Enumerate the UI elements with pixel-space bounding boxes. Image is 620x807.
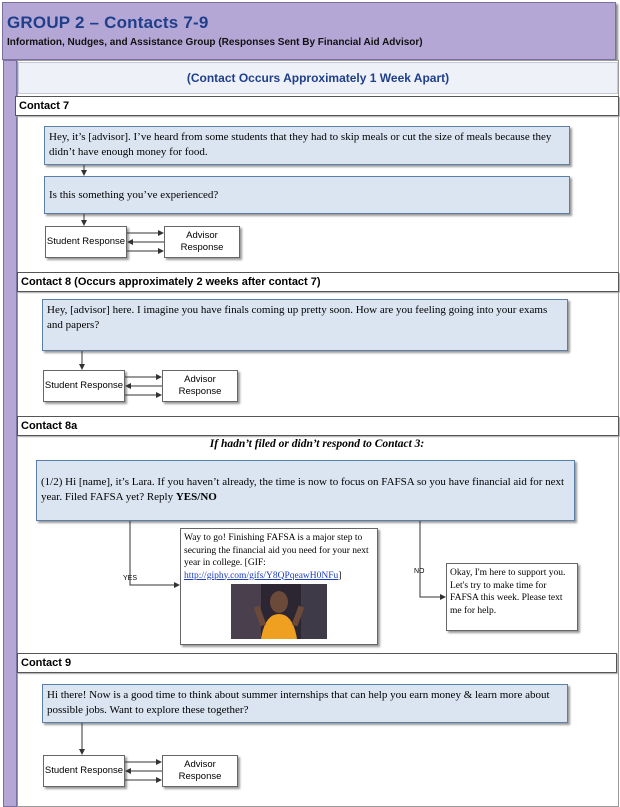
contact7-heading: Contact 7 — [15, 96, 619, 116]
arrow-no-branch — [420, 521, 445, 597]
yes-reply-text: Way to go! Finishing FAFSA is a major step to securing the financial aid you need for your next year in college. [GIF: — [184, 533, 369, 568]
contact8-message: Hey, [advisor] here. I imagine you have finals coming up pretty soon. How are you feeling going into your exams and papers? — [42, 299, 568, 351]
contact8-heading: Contact 8 (Occurs approximately 2 weeks after contact 7) — [17, 272, 619, 292]
contact9-advisor-response: Advisor Response — [162, 755, 238, 787]
contact8a-condition: If hadn’t filed or didn’t respond to Contact 3: — [209, 438, 425, 450]
contact8a-message-bold: YES/NO — [175, 491, 217, 503]
yes-reply-end: ] — [338, 570, 342, 581]
timing-banner: (Contact Occurs Approximately 1 Week Apart) — [18, 62, 618, 94]
page-title: GROUP 2 – Contacts 7-9 — [7, 13, 209, 32]
page-subtitle: Information, Nudges, and Assistance Group (Responses Sent By Financial Aid Advisor) — [7, 37, 423, 48]
yes-branch-label: YES — [123, 575, 138, 582]
contact7-message-1: Hey, it’s [advisor]. I’ve heard from some students that they had to skip meals or cut the size of meals because they didn’t have enough money for food. — [44, 126, 570, 165]
contact7-advisor-response: Advisor Response — [164, 226, 240, 258]
contact9-message: Hi there! Now is a good time to think about summer internships that can help you earn money & learn more about possible jobs. Want to explore these together? — [42, 684, 568, 723]
contact8-student-response: Student Response — [43, 370, 125, 402]
contact8-advisor-response: Advisor Response — [162, 370, 238, 402]
contact7-student-response: Student Response — [45, 226, 127, 258]
contact9-student-response: Student Response — [43, 755, 125, 787]
contact9-heading: Contact 9 — [17, 653, 617, 673]
contact7-message-2: Is this something you’ve experienced? — [44, 176, 570, 214]
gif-link[interactable]: http://giphy.com/gifs/Y8QPqeawH0NFu — [184, 570, 339, 581]
contact8a-message-text: (1/2) Hi [name], it’s Lara. If you haven’t already, the time is now to focus on FAFSA so you have financial aid for next year. Filed FAFSA yet? Reply — [41, 476, 565, 503]
contact8a-heading: Contact 8a — [17, 416, 619, 436]
no-branch-label: NO — [414, 568, 425, 575]
arrow-yes-branch — [130, 521, 179, 585]
no-reply-box: Okay, I'm here to support you. Let's try to make time for FAFSA this week. Please text me for help. — [446, 563, 578, 631]
